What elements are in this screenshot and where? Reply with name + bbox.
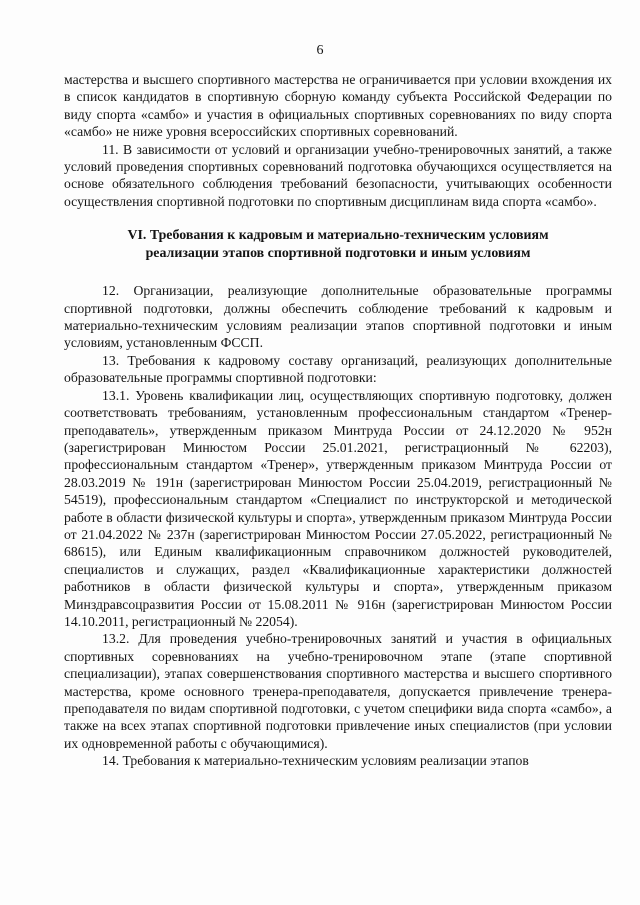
paragraph-13-1: 13.1. Уровень квалификации лиц, осуществляющих спортивную подготовку, должен соответствовать требованиям, установленным профессиональным стандартом «Тренер-преподаватель», утвержденным приказом Минтруда России от 24.12.2020 № 952н (зарегистрирован Минюстом России 25.01.2021, регистрационный № 62203), профессиональным стандартом «Тренер», утвержденным приказом Минтруда России от 28.03.2019 № 191н (зарегистрирован Минюстом России 25.04.2019, регистрационный № 54519), профессиональным стандартом «Специалист по инструкторской и методической работе в области физической культуры и спорта», утвержденным приказом Минтруда России от 21.04.2022 № 237н (зарегистрирован Минюстом России 27.05.2022, регистрационный № 68615), или Единым квалификационным справочником должностей руководителей, специалистов и служащих, раздел «Квалификационные характеристики должностей работников в области физической культуры и спорта», утвержденным приказом Минздравсоцразвития России от 15.08.2011 № 916н (зарегистрирован Минюстом России 14.10.2011, регистрационный № 22054). bbox=[64, 387, 612, 629]
paragraph-continuation: мастерства и высшего спортивного мастерства не ограничивается при условии вхождения их в список кандидатов в спортивную сборную команду субъекта Российской Федерации по виду спорта «самбо» и участия в официальных спортивных соревнованиях по виду спорта «самбо» не ниже уровня всероссийских спортивных соревнований. bbox=[64, 72, 612, 140]
paragraph-14: 14. Требования к материально-техническим условиям реализации этапов bbox=[102, 753, 529, 769]
paragraph-11: 11. В зависимости от условий и организации учебно-тренировочных занятий, а также условий проведения спортивных соревнований подготовка обучающихся осуществляется на основе обязательного соблюдения требований безопасности, учитывающих особенности осуществления спортивной подготовки по спортивным дисциплинам вида спорта «самбо». bbox=[64, 141, 612, 209]
paragraph-13: 13. Требования к кадровому составу организаций, реализующих дополнительные образовательные программы спортивной подготовки: bbox=[64, 352, 612, 386]
section-heading-line-2: реализации этапов спортивной подготовки и иным условиям bbox=[145, 246, 531, 262]
section-heading bbox=[64, 227, 612, 263]
paragraph-13-2: 13.2. Для проведения учебно-тренировочных занятий и участия в официальных спортивных соревнованиях на учебно-тренировочном этапе (этапе спортивной специализации), этапах совершенствования спортивного мастерства и высшего спортивного мастерства, кроме основного тренера-преподавателя, допускается привлечение тренера-преподавателя по видам спортивной подготовки, с учетом специфики вида спорта «самбо», а также на всех этапах спортивной подготовки привлечение иных специалистов (при условии их одновременной работы с обучающимися). bbox=[64, 631, 612, 751]
section-heading-line-1: VI. Требования к кадровым и материально-техническим условиям bbox=[127, 228, 549, 244]
paragraph-12: 12. Организации, реализующие дополнительные образовательные программы спортивной подготовки, должны обеспечить соблюдение требований к кадровым и материально-техническим условиям реализации этапов спортивной подготовки и иным условиям, установленным ФССП. bbox=[64, 283, 612, 351]
document-body bbox=[64, 71, 612, 770]
page-number: 6 bbox=[316, 43, 324, 58]
